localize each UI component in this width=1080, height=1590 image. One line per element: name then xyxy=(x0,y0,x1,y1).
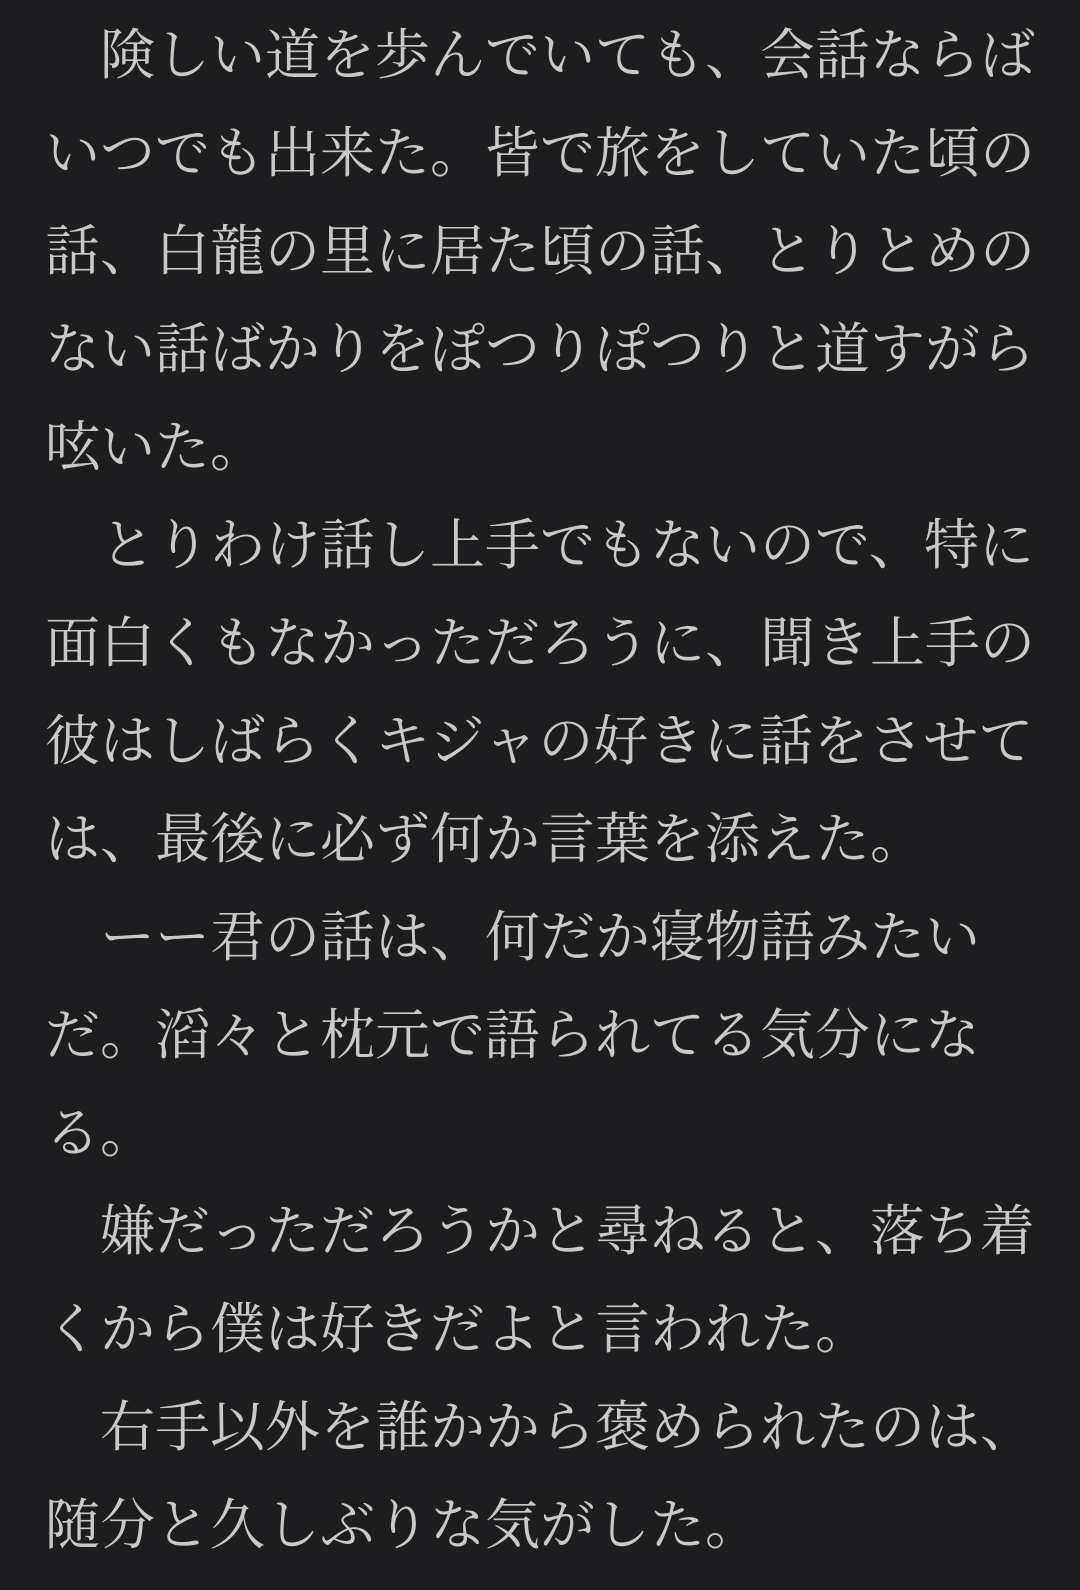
paragraph-3: ーー君の話は、何だか寝物語みたいだ。滔々と枕元で語られてる気分になる。 xyxy=(45,906,981,1164)
paragraph-4: 嫌だっただろうかと尋ねると、落ち着くから僕は好きだよと言われた。 xyxy=(45,1200,1036,1360)
novel-body-text xyxy=(45,6,1045,1574)
paragraph-2: とりわけ話し上手でもないので、特に面白くもなかっただろうに、聞き上手の彼はしばらくキジャの好きに話をさせては、最後に必ず何か言葉を添えた。 xyxy=(45,514,1036,870)
paragraph-1: 険しい道を歩んでいても、会話ならばいつでも出来た。皆で旅をしていた頃の話、白龍の里に居た頃の話、とりとめのない話ばかりをぽつりぽつりと道すがら呟いた。 xyxy=(45,24,1036,478)
paragraph-5: 右手以外を誰かから褒められたのは、随分と久しぶりな気がした。 xyxy=(45,1396,1036,1556)
